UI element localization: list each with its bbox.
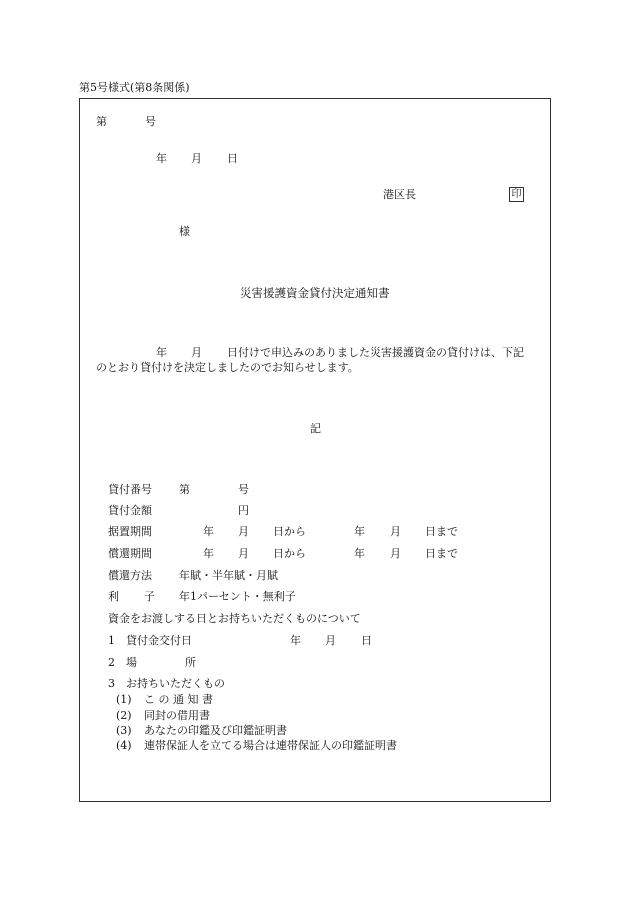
- body-line-2: のとおり貸付けを決定しましたのでお知らせします。: [96, 361, 359, 374]
- doc-number-prefix: 第: [96, 115, 107, 128]
- body-date-year: 年: [156, 346, 167, 359]
- deferment-from-day: 日から: [273, 525, 306, 538]
- issue-date-year: 年: [156, 152, 167, 165]
- repayment-to-month: 月: [390, 547, 401, 560]
- deferment-to-year: 年: [354, 525, 365, 538]
- handover-item1-label: 貸付金交付日: [126, 634, 192, 647]
- deferment-to-day: 日まで: [425, 525, 458, 538]
- handover-item2-label-b: 所: [185, 656, 196, 669]
- doc-number-suffix: 号: [145, 115, 156, 128]
- repayment-method-value: 年賦・半年賦・月賦: [179, 569, 278, 582]
- sub-item-num: (4): [116, 739, 132, 752]
- handover-item1-num: 1: [108, 634, 115, 647]
- loan-number-prefix: 第: [179, 483, 190, 496]
- repayment-label: 償還期間: [108, 547, 152, 560]
- repayment-method-label: 償還方法: [108, 569, 152, 582]
- sub-item-num: (2): [116, 709, 132, 722]
- sub-item-text: 同封の借用書: [144, 709, 210, 722]
- loan-number-label: 貸付番号: [108, 483, 152, 496]
- handover-item2-label-a: 場: [126, 656, 137, 669]
- interest-label-a: 利: [108, 590, 119, 603]
- repayment-from-day: 日から: [273, 547, 306, 560]
- issue-date-day: 日: [227, 152, 238, 165]
- deferment-label: 据置期間: [108, 525, 152, 538]
- repayment-to-year: 年: [354, 547, 365, 560]
- handover-heading: 資金をお渡しする日とお持ちいただくものについて: [108, 612, 361, 625]
- recipient-suffix: 様: [179, 225, 190, 238]
- sender-name: 港区長: [383, 188, 416, 201]
- deferment-from-month: 月: [238, 525, 249, 538]
- sub-item-text: こ の 通 知 書: [144, 693, 213, 706]
- sub-item-num: (1): [116, 693, 132, 706]
- form-label: 第5号様式(第8条関係): [79, 81, 190, 94]
- interest-value: 年1パーセント・無利子: [179, 590, 296, 603]
- loan-amount-label: 貸付金額: [108, 504, 152, 517]
- deferment-from-year: 年: [203, 525, 214, 538]
- repayment-to-day: 日まで: [425, 547, 458, 560]
- handover-item1-day: 日: [361, 634, 372, 647]
- ki-heading: 記: [310, 422, 321, 435]
- issue-date-month: 月: [191, 152, 202, 165]
- document-title: 災害援護資金貸付決定通知書: [240, 286, 390, 300]
- repayment-from-year: 年: [203, 547, 214, 560]
- handover-item3-label: お持ちいただくもの: [126, 677, 225, 690]
- loan-amount-unit: 円: [238, 504, 249, 517]
- deferment-to-month: 月: [390, 525, 401, 538]
- handover-item1-year: 年: [290, 634, 301, 647]
- handover-item3-num: 3: [108, 677, 115, 690]
- sub-item-text: あなたの印鑑及び印鑑証明書: [144, 724, 287, 737]
- sub-item-num: (3): [116, 724, 132, 737]
- body-date-month: 月: [191, 346, 202, 359]
- body-line-1: 日付けで申込みのありました災害援護資金の貸付けは、下記: [227, 346, 524, 359]
- sub-item-text: 連帯保証人を立てる場合は連帯保証人の印鑑証明書: [144, 739, 397, 752]
- handover-item1-month: 月: [325, 634, 336, 647]
- handover-item2-num: 2: [108, 656, 115, 669]
- loan-number-suffix: 号: [238, 483, 249, 496]
- interest-label-b: 子: [144, 590, 155, 603]
- repayment-from-month: 月: [238, 547, 249, 560]
- seal-stamp: 印: [509, 187, 524, 202]
